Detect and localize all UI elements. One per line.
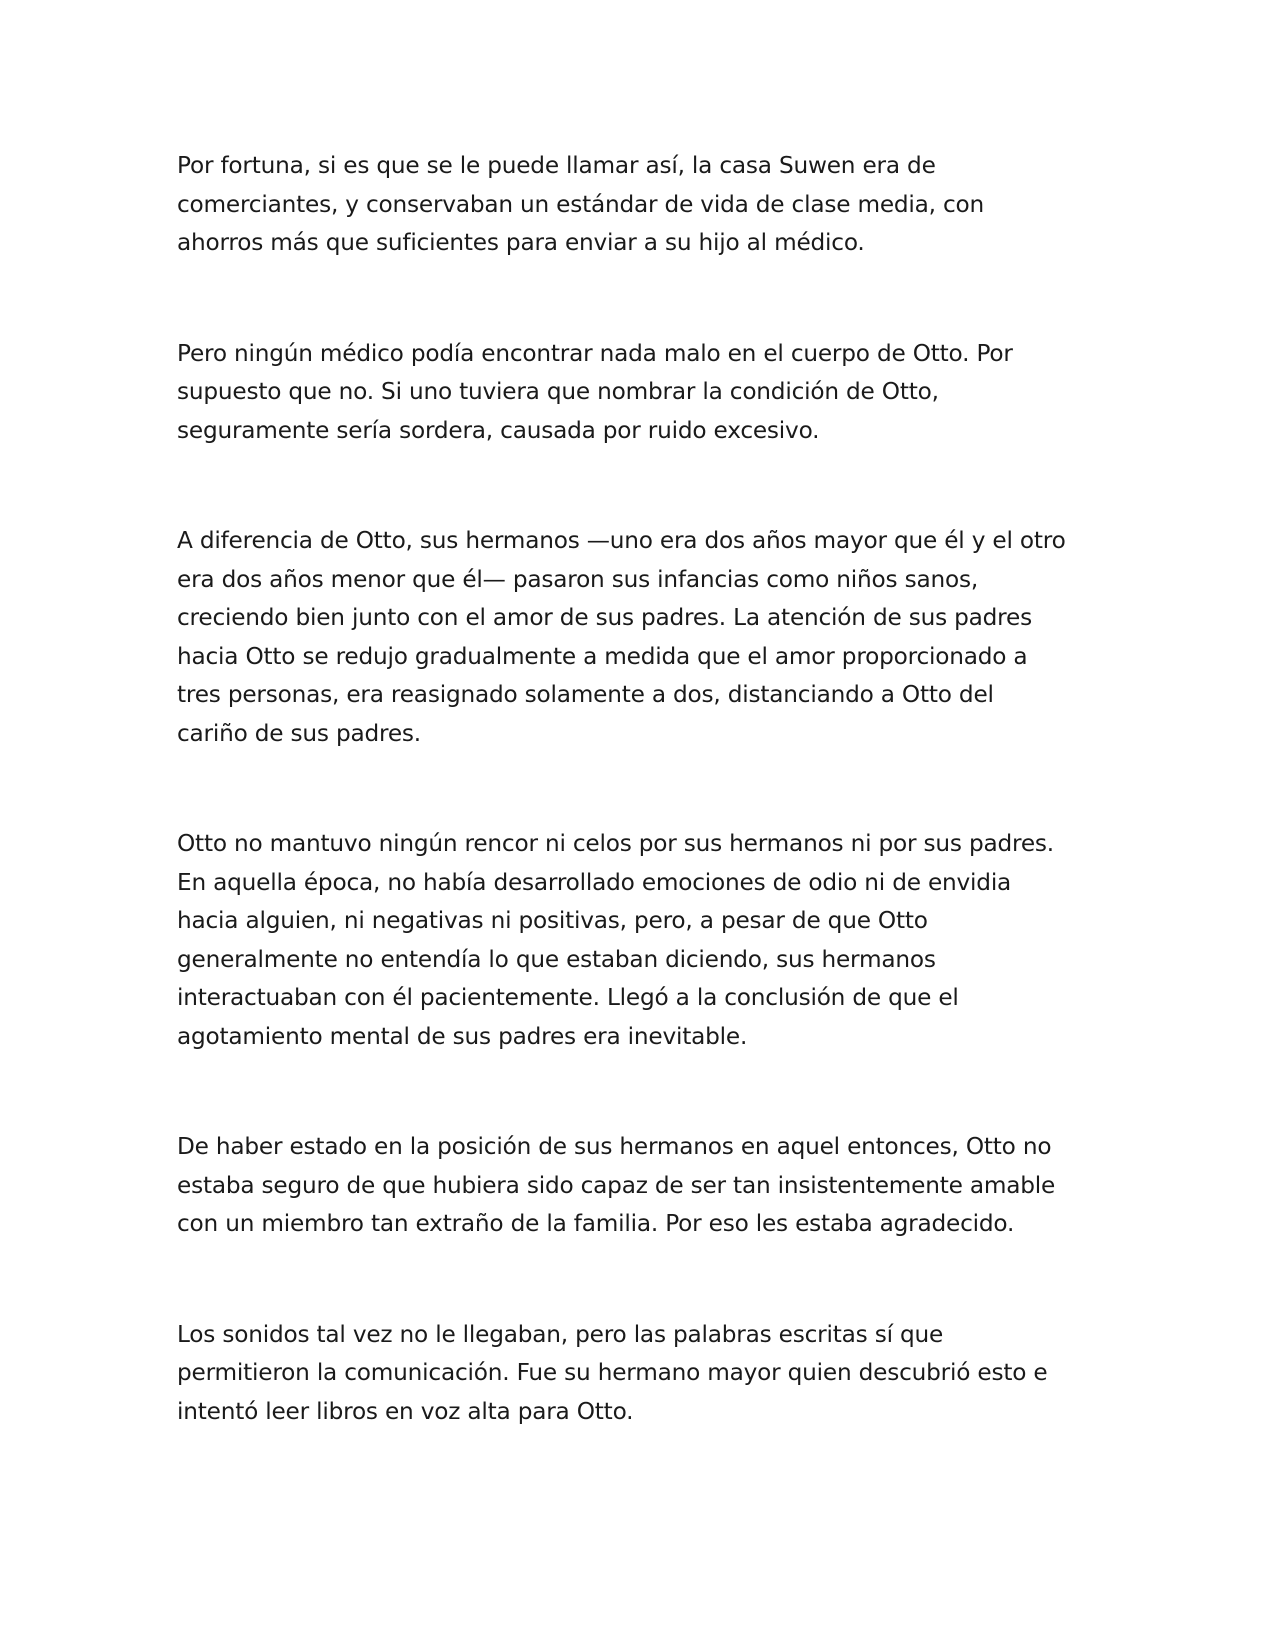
paragraph-3: [177, 522, 1107, 753]
paragraph-line: creciendo bien junto con el amor de sus padres. La atención de sus padres: [177, 604, 1032, 631]
paragraph-line: agotamiento mental de sus padres era inevitable.: [177, 1022, 748, 1050]
paragraph-line: comerciantes, y conservaban un estándar de vida de clase media, con: [177, 190, 985, 218]
paragraph-6: [177, 1316, 1107, 1432]
paragraph-line: hacia Otto se redujo gradualmente a medida que el amor proporcionado a: [177, 642, 1028, 670]
paragraph-line: era dos años menor que él— pasaron sus infancias como niños sanos,: [177, 565, 978, 593]
paragraph-line: Pero ningún médico podía encontrar nada malo en el cuerpo de Otto. Por: [177, 339, 1013, 367]
document-body: [177, 147, 1107, 1431]
paragraph-line: con un miembro tan extraño de la familia. Por eso les estaba agradecido.: [177, 1210, 1015, 1237]
paragraph-line: ahorros más que suficientes para enviar a su hijo al médico.: [177, 229, 865, 256]
paragraph-line: tres personas, era reasignado solamente a dos, distanciando a Otto del: [177, 681, 994, 708]
paragraph-line: Otto no mantuvo ningún rencor ni celos por sus hermanos ni por sus padres.: [177, 830, 1054, 857]
paragraph-line: estaba seguro de que hubiera sido capaz de ser tan insistentemente amable: [177, 1171, 1056, 1199]
paragraph-line: En aquella época, no había desarrollado emociones de odio ni de envidia: [177, 868, 1012, 896]
paragraph-1: [177, 147, 1107, 263]
paragraph-line: Los sonidos tal vez no le llegaban, pero las palabras escritas sí que: [177, 1320, 944, 1348]
paragraph-line: Por fortuna, si es que se le puede llamar así, la casa Suwen era de: [177, 152, 936, 179]
paragraph-line: interactuaban con él pacientemente. Llegó a la conclusión de que el: [177, 984, 959, 1011]
paragraph-line: cariño de sus padres.: [177, 719, 421, 747]
paragraph-4: [177, 825, 1107, 1056]
paragraph-2: [177, 335, 1107, 451]
paragraph-line: hacia alguien, ni negativas ni positivas, pero, a pesar de que Otto: [177, 907, 928, 934]
paragraph-line: A diferencia de Otto, sus hermanos —uno era dos años mayor que él y el otro: [177, 527, 1066, 554]
paragraph-5: [177, 1128, 1107, 1244]
paragraph-line: intentó leer libros en voz alta para Otto.: [177, 1397, 634, 1425]
paragraph-line: generalmente no entendía lo que estaban diciendo, sus hermanos: [177, 945, 936, 973]
paragraph-line: supuesto que no. Si uno tuviera que nombrar la condición de Otto,: [177, 378, 939, 405]
paragraph-line: permitieron la comunicación. Fue su hermano mayor quien descubrió esto e: [177, 1359, 1048, 1386]
paragraph-line: seguramente sería sordera, causada por ruido excesivo.: [177, 416, 820, 444]
paragraph-line: De haber estado en la posición de sus hermanos en aquel entonces, Otto no: [177, 1133, 1052, 1160]
